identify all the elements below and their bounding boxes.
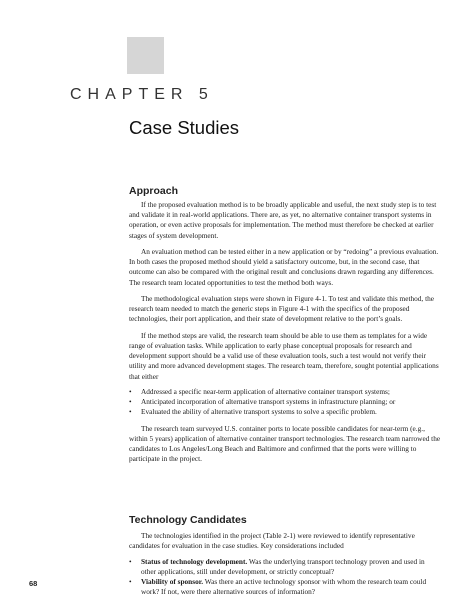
list-item-text: Was the underlying transport technology proven and used in other applications, still under development, or strictly conceptual?	[141, 556, 425, 576]
list-item-term: Viability of sponsor.	[141, 577, 204, 586]
approach-body	[129, 200, 441, 471]
list-item-text: Anticipated incorporation of alternative transport systems in infrastructure planning; or	[141, 397, 396, 407]
paragraph: The methodological evaluation steps were shown in Figure 4-1. To test and validate this method, the research team needed to match the generic steps in Figure 4-1 with the specifics of the proposed technologies, their port application, and their state of development relative to the port’s goals.	[129, 294, 434, 324]
section-heading-approach: Approach	[129, 185, 179, 197]
bullet-glyph: •	[129, 577, 132, 586]
list-item-term: Status of technology development.	[141, 556, 248, 566]
list-item	[129, 557, 441, 577]
list-item	[129, 407, 441, 417]
bullet-glyph: •	[129, 407, 132, 417]
list-item	[129, 387, 441, 397]
chapter-title: Case Studies	[129, 117, 240, 138]
technology-body	[129, 531, 441, 604]
section-heading-technology-candidates: Technology Candidates	[129, 514, 247, 526]
chapter-label: CHAPTER 5	[70, 86, 214, 103]
paragraph: The research team surveyed U.S. container ports to locate possible candidates for near-term (e.g., within 5 years) application of alternative container transport technologies. The research team narrowed the candidates to Los Angeles/Long Beach and Baltimore and confirmed that the ports were willing to participate in the project.	[129, 423, 441, 464]
list-item-text: Was there an active technology sponsor with whom the research team could work? If not, were there alternative sources of information?	[141, 577, 427, 597]
list-item-text: Addressed a specific near-term application of alternative container transport systems;	[141, 387, 390, 396]
paragraph: If the proposed evaluation method is to be broadly applicable and useful, the next study step is to test and validate it in real-world applications. There are, as yet, no alternative container transport systems in operation, or even active proposals for implementation. The method must therefore be checked at earlier stages of system development.	[129, 200, 437, 240]
paragraph: If the method steps are valid, the research team should be able to use them as templates for a wide range of evaluation tasks. While application to early phase conceptual proposals for research and development support should be a valid use of these evaluation tools, such a test would not verify their utility and more advanced development stages. The research team, therefore, sought potential applications that either	[129, 330, 439, 381]
technology-bullet-list	[129, 557, 441, 598]
list-item	[129, 577, 441, 597]
paragraph: An evaluation method can be tested either in a new application or by “redoing” a previous evaluation. In both cases the proposed method should yield a satisfactory outcome, but, in the second case, that outcome can also be compared with the original result and conclusions drawn regarding any differences. The research team located opportunities to test the method both ways.	[129, 247, 439, 287]
approach-bullet-list	[129, 387, 441, 418]
paragraph: The technologies identified in the project (Table 2-1) were reviewed to identify representative candidates for evaluation in the case studies. Key considerations included	[129, 531, 415, 551]
list-item-text: Evaluated the ability of alternative transport systems to solve a specific problem.	[141, 407, 377, 417]
page-number: 68	[29, 579, 38, 588]
list-item	[129, 397, 441, 407]
chapter-tab-marker	[127, 37, 164, 74]
bullet-glyph: •	[129, 387, 132, 396]
bullet-glyph: •	[129, 556, 132, 566]
bullet-glyph: •	[129, 397, 132, 407]
